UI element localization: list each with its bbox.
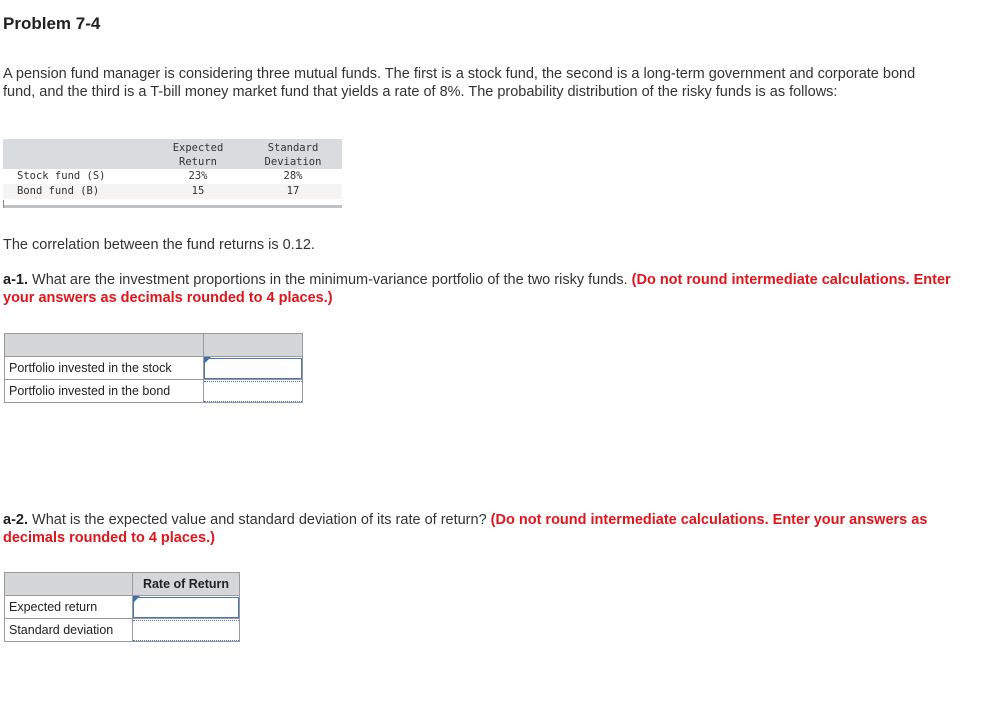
expected-return-input[interactable] [133, 597, 239, 618]
fund-expected-return: 15 [191, 185, 205, 197]
question-number: a-2. [3, 512, 28, 528]
fund-name: Stock fund (S) [17, 170, 106, 182]
table-row [3, 184, 342, 199]
fund-data-table [3, 139, 342, 208]
table-header-cell [5, 573, 133, 596]
fund-expected-return: 23% [188, 170, 208, 182]
answer-cell [133, 596, 240, 619]
answer-cell [204, 357, 303, 380]
correlation-text: The correlation between the fund returns is 0.12. [3, 237, 315, 253]
problem-intro: A pension fund manager is considering three mutual funds. The first is a stock fund, the second is a long-term government and corporate bond fund, and the third is a T-bill money market fund that yields a rate of 8%. The probability distribution of the risky funds is as follows: [3, 66, 916, 100]
table-footer-rule [3, 199, 342, 208]
question-hint: (Do not round intermediate calculations. Enter your answers as decimals rounded to 4 places.) [3, 512, 928, 546]
rate-of-return-header: Rate of Return [133, 573, 240, 596]
bond-proportion-input[interactable] [204, 381, 302, 402]
standard-deviation-input[interactable] [133, 620, 239, 641]
standard-deviation-header: Standard Deviation [264, 142, 322, 168]
fund-standard-deviation: 28% [283, 170, 303, 182]
fund-table-header [3, 139, 342, 169]
row-label-stock: Portfolio invested in the stock [5, 357, 204, 380]
table-row [3, 169, 342, 184]
answer-table-a1 [4, 333, 303, 403]
expected-return-header: Expected Return [172, 142, 224, 168]
row-label-expected-return: Expected return [5, 596, 133, 619]
answer-table-a2 [4, 572, 240, 642]
fund-standard-deviation: 17 [286, 185, 300, 197]
answer-cell [204, 380, 303, 403]
question-hint: (Do not round intermediate calculations. Enter your answers as decimals rounded to 4 places.) [3, 272, 951, 306]
fund-name: Bond fund (B) [17, 185, 100, 197]
answer-cell [133, 619, 240, 642]
question-text: What are the investment proportions in the minimum-variance portfolio of the two risky funds. [28, 272, 632, 288]
problem-title: Problem 7-4 [3, 14, 101, 33]
table-header-cell [5, 334, 204, 357]
row-label-standard-deviation: Standard deviation [5, 619, 133, 642]
row-label-bond: Portfolio invested in the bond [5, 380, 204, 403]
stock-proportion-input[interactable] [204, 358, 302, 379]
question-number: a-1. [3, 272, 28, 288]
question-text: What is the expected value and standard deviation of its rate of return? [28, 512, 491, 528]
table-header-cell [204, 334, 303, 357]
question-a2 [3, 512, 963, 547]
question-a1 [3, 272, 963, 307]
